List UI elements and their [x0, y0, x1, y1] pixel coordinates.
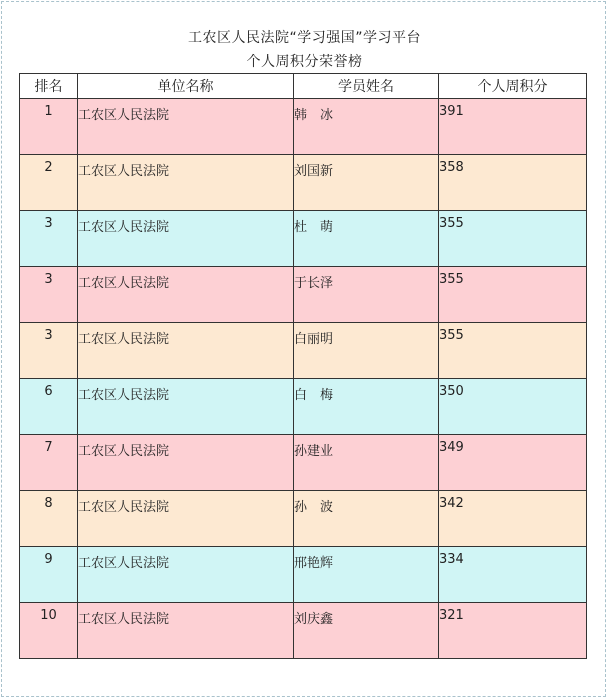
cell-rank: 8	[20, 491, 78, 547]
cell-unit: 工农区人民法院	[78, 211, 294, 267]
table-row	[20, 211, 587, 267]
table-row	[20, 99, 587, 155]
cell-name: 于长泽	[294, 267, 439, 323]
header-score: 个人周积分	[439, 74, 587, 99]
header-unit: 单位名称	[78, 74, 294, 99]
cell-rank: 7	[20, 435, 78, 491]
cell-rank: 1	[20, 99, 78, 155]
cell-rank: 6	[20, 379, 78, 435]
cell-unit: 工农区人民法院	[78, 491, 294, 547]
cell-unit: 工农区人民法院	[78, 435, 294, 491]
cell-rank: 3	[20, 211, 78, 267]
cell-name: 白 梅	[294, 379, 439, 435]
cell-score: 355	[439, 323, 587, 379]
cell-score: 321	[439, 603, 587, 659]
cell-rank: 3	[20, 267, 78, 323]
table-header-row	[20, 74, 587, 99]
table-row	[20, 379, 587, 435]
cell-unit: 工农区人民法院	[78, 603, 294, 659]
cell-rank: 9	[20, 547, 78, 603]
cell-name: 杜 萌	[294, 211, 439, 267]
cell-name: 刘国新	[294, 155, 439, 211]
table-row	[20, 603, 587, 659]
table-row	[20, 267, 587, 323]
page-title: 工农区人民法院“学习强国”学习平台	[187, 30, 421, 46]
table-row	[20, 435, 587, 491]
cell-name: 白丽明	[294, 323, 439, 379]
cell-name: 孙 波	[294, 491, 439, 547]
cell-unit: 工农区人民法院	[78, 99, 294, 155]
header-rank: 排名	[20, 74, 78, 99]
cell-score: 342	[439, 491, 587, 547]
table-row	[20, 491, 587, 547]
cell-unit: 工农区人民法院	[78, 379, 294, 435]
cell-score: 349	[439, 435, 587, 491]
cell-score: 358	[439, 155, 587, 211]
table-row	[20, 155, 587, 211]
cell-rank: 3	[20, 323, 78, 379]
cell-name: 邢艳辉	[294, 547, 439, 603]
cell-name: 韩 冰	[294, 99, 439, 155]
header-name: 学员姓名	[294, 74, 439, 99]
cell-score: 334	[439, 547, 587, 603]
cell-unit: 工农区人民法院	[78, 323, 294, 379]
cell-score: 355	[439, 267, 587, 323]
table-row	[20, 323, 587, 379]
cell-score: 391	[439, 99, 587, 155]
cell-name: 孙建业	[294, 435, 439, 491]
ranking-table	[19, 73, 587, 659]
cell-rank: 2	[20, 155, 78, 211]
cell-unit: 工农区人民法院	[78, 267, 294, 323]
cell-unit: 工农区人民法院	[78, 547, 294, 603]
cell-score: 355	[439, 211, 587, 267]
cell-unit: 工农区人民法院	[78, 155, 294, 211]
cell-score: 350	[439, 379, 587, 435]
cell-name: 刘庆鑫	[294, 603, 439, 659]
table-row	[20, 547, 587, 603]
page-subtitle: 个人周积分荣誉榜	[246, 54, 363, 70]
cell-rank: 10	[20, 603, 78, 659]
